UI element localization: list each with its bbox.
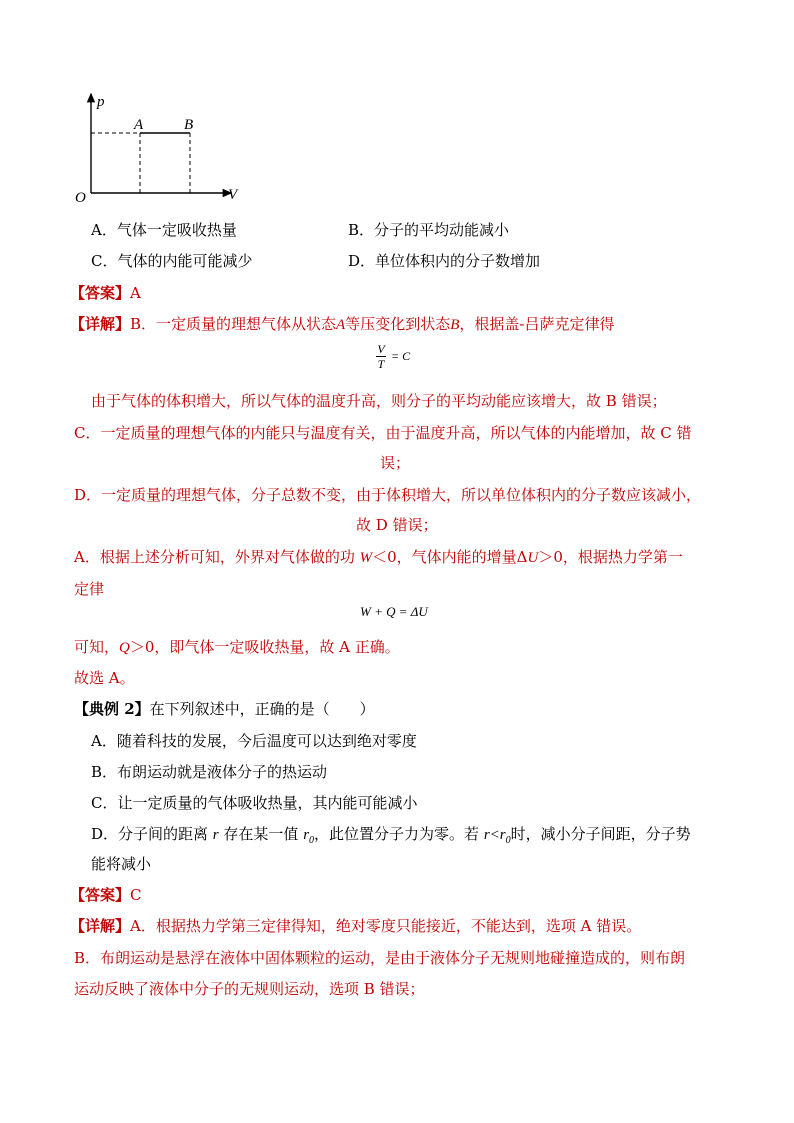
q2-stem bbox=[74, 698, 375, 719]
detail-1-conclusion bbox=[74, 636, 400, 657]
detail-label: 【详解】 bbox=[70, 917, 131, 935]
detail-1-choose: 故选 A。 bbox=[74, 669, 135, 687]
detail-text: A．根据上述分析可知，外界对气体做的功 bbox=[74, 548, 360, 566]
detail-1-b-end: 由于气体的体积增大，所以气体的温度升高，则分子的平均动能应该增大，故 B 错误； bbox=[91, 392, 667, 410]
answer-2 bbox=[70, 884, 142, 905]
fraction-denominator: T bbox=[377, 357, 385, 371]
answer-label: 【答案】 bbox=[70, 284, 131, 302]
example-label: 【典例 2】 bbox=[74, 700, 150, 718]
first-law-formula: W + Q = ΔU bbox=[360, 604, 428, 619]
q1-option-a: A．气体一定吸收热量 bbox=[91, 221, 237, 239]
detail-label: 【详解】 bbox=[70, 315, 131, 333]
q1-option-c: C．气体的内能可能减少 bbox=[91, 252, 253, 270]
detail-text: B．一定质量的理想气体从状态 bbox=[130, 315, 337, 333]
q2-option-b: B．布朗运动就是液体分子的热运动 bbox=[91, 763, 328, 781]
subscript: 0 bbox=[505, 835, 511, 846]
detail-2-a-line bbox=[70, 915, 641, 936]
r0-symbol: r bbox=[303, 827, 310, 843]
detail-text: ，根据盖-吕萨克定律得 bbox=[459, 315, 615, 333]
detail-2-b-line1: B．布朗运动是悬浮在液体中固体颗粒的运动，是由于液体分子无规则地碰撞造成的，则布朗 bbox=[74, 949, 686, 967]
detail-text: ＜0，气体内能的增量Δ bbox=[372, 548, 528, 566]
origin-label: O bbox=[75, 190, 86, 203]
q2-stem-text: 在下列叙述中，正确的是（ ） bbox=[149, 700, 375, 718]
answer-value: C bbox=[130, 886, 142, 904]
fraction-numerator: V bbox=[377, 342, 385, 356]
detail-text: A．根据热力学第三定律得知，绝对零度只能接近，不能达到，选项 A 错误。 bbox=[130, 917, 642, 935]
detail-1-d-line2: 故 D 错误； bbox=[356, 516, 438, 534]
detail-1-a-line2: 定律 bbox=[74, 580, 105, 598]
answer-1 bbox=[70, 282, 141, 303]
detail-1-c-line2: 误； bbox=[380, 454, 411, 472]
axis-p-label: p bbox=[97, 94, 105, 110]
q1-option-b: B．分子的平均动能减小 bbox=[348, 221, 510, 239]
state-b: B bbox=[450, 317, 460, 333]
option-text: D．分子间的距离 bbox=[91, 825, 213, 843]
detail-1-d-line1: D．一定质量的理想气体，分子总数不变，由于体积增大，所以单位体积内的分子数应该减小， bbox=[74, 486, 702, 504]
state-a: A bbox=[336, 317, 346, 333]
r-symbol: r bbox=[212, 827, 219, 843]
answer-value: A bbox=[130, 284, 141, 302]
detail-text: ＞0，即气体一定吸收热量，故 A 正确。 bbox=[129, 638, 400, 656]
work-symbol: W bbox=[359, 550, 373, 566]
q2-option-c: C．让一定质量的气体吸收热量，其内能可能减小 bbox=[91, 794, 418, 812]
detail-text: ＞0，根据热力学第一 bbox=[538, 548, 683, 566]
axis-v-label: V bbox=[228, 187, 238, 203]
detail-2-b-line2: 运动反映了液体中分子的无规则运动，选项 B 错误； bbox=[74, 980, 425, 998]
q2-option-d-line2: 能将减小 bbox=[91, 855, 152, 873]
option-text: ，此位置分子力为零。若 bbox=[314, 825, 484, 843]
q2-option-d-line1 bbox=[91, 823, 691, 846]
q1-option-d: D．单位体积内的分子数增加 bbox=[348, 252, 541, 270]
answer-label: 【答案】 bbox=[70, 886, 131, 904]
detail-text: 等压变化到状态 bbox=[345, 315, 451, 333]
detail-1-a-line1 bbox=[74, 546, 683, 567]
pv-diagram bbox=[66, 88, 256, 203]
r-less-r0-symbol: r<r bbox=[483, 827, 506, 843]
point-a-label: A bbox=[134, 117, 144, 133]
energy-symbol: U bbox=[527, 550, 539, 566]
q2-option-a: A．随着科技的发展，今后温度可以达到绝对零度 bbox=[91, 732, 417, 750]
option-text: 存在某一值 bbox=[218, 825, 304, 843]
point-b-label: B bbox=[184, 117, 194, 133]
detail-text: 可知， bbox=[74, 638, 120, 656]
option-text: 时，减小分子间距，分子势 bbox=[510, 825, 691, 843]
gay-lussac-formula bbox=[376, 342, 410, 371]
subscript: 0 bbox=[309, 835, 315, 846]
heat-symbol: Q bbox=[119, 640, 130, 656]
detail-1-b-line bbox=[70, 313, 614, 334]
detail-1-c-line1: C．一定质量的理想气体的内能只与温度有关，由于温度升高，所以气体的内能增加，故 C 错 bbox=[74, 424, 692, 442]
fraction-rhs: = C bbox=[391, 349, 411, 363]
